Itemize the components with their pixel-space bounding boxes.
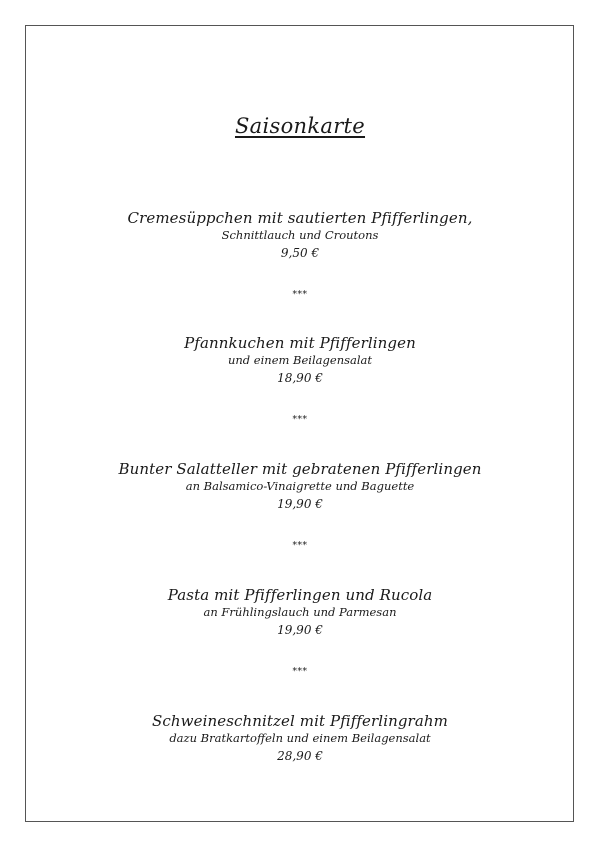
dish-name: Cremesüppchen mit sautierten Pfifferlingen, bbox=[127, 209, 473, 227]
dish-name: Schweineschnitzel mit Pfifferlingrahm bbox=[152, 712, 448, 730]
dish-price: 19,90 € bbox=[277, 623, 323, 637]
dish-description: an Balsamico-Vinaigrette und Baguette bbox=[185, 479, 415, 493]
dish-name: Pasta mit Pfifferlingen und Rucola bbox=[167, 586, 433, 604]
dish-item bbox=[0, 209, 600, 262]
separator: *** bbox=[292, 290, 308, 300]
dish-description: Schnittlauch und Croutons bbox=[221, 228, 379, 242]
dish-item bbox=[0, 460, 600, 513]
dish-price: 18,90 € bbox=[277, 371, 323, 385]
dish-item bbox=[0, 712, 600, 765]
separator: *** bbox=[292, 541, 308, 551]
dish-item bbox=[0, 586, 600, 639]
dish-description: an Frühlingslauch und Parmesan bbox=[203, 605, 397, 619]
dish-price: 28,90 € bbox=[277, 749, 323, 763]
separator: *** bbox=[292, 415, 308, 425]
dish-name: Bunter Salatteller mit gebratenen Pfifferlingen bbox=[118, 460, 482, 478]
dish-name: Pfannkuchen mit Pfifferlingen bbox=[184, 334, 416, 352]
dish-description: dazu Bratkartoffeln und einem Beilagensalat bbox=[169, 731, 431, 745]
menu-title: Saisonkarte bbox=[234, 114, 366, 138]
dish-price: 19,90 € bbox=[277, 497, 323, 511]
dish-item bbox=[0, 334, 600, 387]
dish-description: und einem Beilagensalat bbox=[227, 353, 373, 367]
separator: *** bbox=[292, 667, 308, 677]
dish-price: 9,50 € bbox=[280, 246, 320, 260]
